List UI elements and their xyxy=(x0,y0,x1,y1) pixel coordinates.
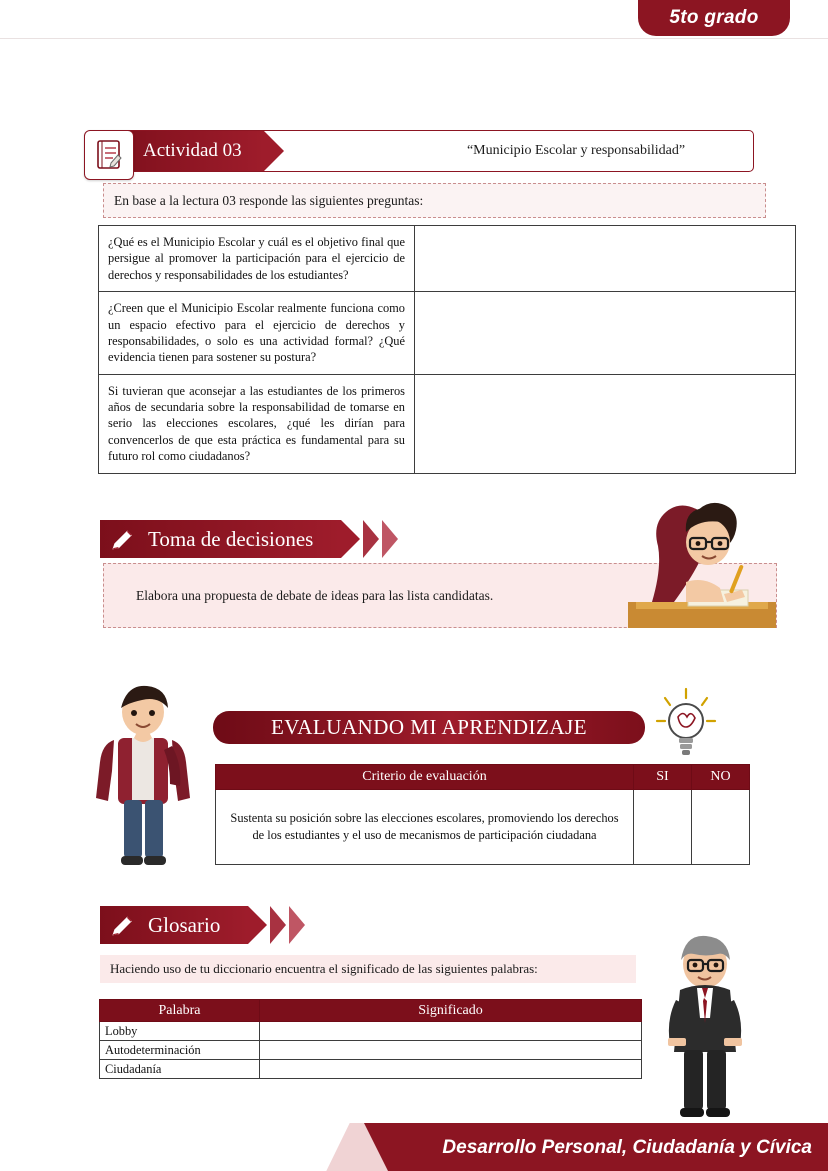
no-checkbox-cell[interactable] xyxy=(692,790,750,865)
answer-cell[interactable] xyxy=(415,292,796,375)
decisions-banner-body xyxy=(100,520,341,558)
pencil-icon xyxy=(110,527,136,553)
glossary-banner-body xyxy=(100,906,248,944)
column-header-criterion: Criterio de evaluación xyxy=(216,765,634,790)
glossary-note: Haciendo uso de tu diccionario encuentra el significado de las siguientes palabras: xyxy=(100,955,636,983)
question-cell: Si tuvieran que aconsejar a las estudiantes de los primeros años de secundaria sobre la responsabilidad de tomarse en serio las elecciones escolares, ¿qué les dirían para convencerlos de que esta práctica es fundamental para su futuro rol como ciudadanos? xyxy=(99,374,415,473)
glossary-meaning-input[interactable] xyxy=(260,1022,642,1041)
table-row xyxy=(99,226,796,292)
column-header-si: SI xyxy=(634,765,692,790)
table-header-row xyxy=(216,765,750,790)
grade-badge: 5to grado xyxy=(638,0,790,36)
glossary-word: Lobby xyxy=(100,1022,260,1041)
student-standing-illustration xyxy=(88,680,198,870)
si-checkbox-cell[interactable] xyxy=(634,790,692,865)
evaluation-title: EVALUANDO MI APRENDIZAJE xyxy=(213,711,645,744)
table-header-row xyxy=(100,1000,642,1022)
student-thinking-illustration xyxy=(628,490,778,630)
activity-tab-label: Actividad 03 xyxy=(143,140,242,161)
notebook-icon xyxy=(84,130,134,180)
lightbulb-icon xyxy=(653,687,719,759)
activity-title: “Municipio Escolar y responsabilidad” xyxy=(466,143,686,158)
banner-chevron-1 xyxy=(363,520,379,558)
glossary-word: Ciudadanía xyxy=(100,1060,260,1079)
footer-course-name: Desarrollo Personal, Ciudadanía y Cívica xyxy=(442,1137,812,1158)
banner-chevron-2 xyxy=(289,906,305,944)
decisions-banner-label: Toma de decisiones xyxy=(148,526,314,551)
activity-instruction: En base a la lectura 03 responde las siguientes preguntas: xyxy=(103,183,766,218)
criterion-cell: Sustenta su posición sobre las elecciones escolares, promoviendo los derechos de los estudiantes y el uso de mecanismos de participación ciudadana xyxy=(216,790,634,865)
column-header-meaning: Significado xyxy=(260,1000,642,1022)
column-header-no: NO xyxy=(692,765,750,790)
teacher-illustration xyxy=(650,930,760,1122)
decisions-banner xyxy=(100,520,398,558)
table-row xyxy=(99,292,796,375)
table-row xyxy=(100,1041,642,1060)
answer-cell[interactable] xyxy=(415,226,796,292)
table-row xyxy=(216,790,750,865)
table-row xyxy=(100,1022,642,1041)
glossary-banner xyxy=(100,906,305,944)
question-cell: ¿Creen que el Municipio Escolar realmente funciona como un espacio efectivo para el ejercicio de derechos y responsabilidades, o solo es una actividad formal? ¿Qué evidencia tienen para sostener su postura? xyxy=(99,292,415,375)
page-footer xyxy=(0,1123,828,1171)
banner-chevron-1 xyxy=(270,906,286,944)
pencil-icon xyxy=(110,913,136,939)
glossary-banner-label: Glosario xyxy=(148,912,221,937)
question-cell: ¿Qué es el Municipio Escolar y cuál es el objetivo final que persigue al promover la participación para el ejercicio de derechos y responsabilidades de los estudiantes? xyxy=(99,226,415,292)
decisions-note: Elabora una propuesta de debate de ideas para las lista candidatas. xyxy=(103,563,777,628)
table-row xyxy=(99,374,796,473)
column-header-word: Palabra xyxy=(100,1000,260,1022)
glossary-table xyxy=(99,999,642,1079)
activity-header-box xyxy=(100,130,754,172)
table-row xyxy=(100,1060,642,1079)
glossary-word: Autodeterminación xyxy=(100,1041,260,1060)
banner-chevron-2 xyxy=(382,520,398,558)
evaluation-table xyxy=(215,764,750,865)
answer-cell[interactable] xyxy=(415,374,796,473)
activity-question-table xyxy=(98,225,796,474)
glossary-meaning-input[interactable] xyxy=(260,1060,642,1079)
glossary-meaning-input[interactable] xyxy=(260,1041,642,1060)
